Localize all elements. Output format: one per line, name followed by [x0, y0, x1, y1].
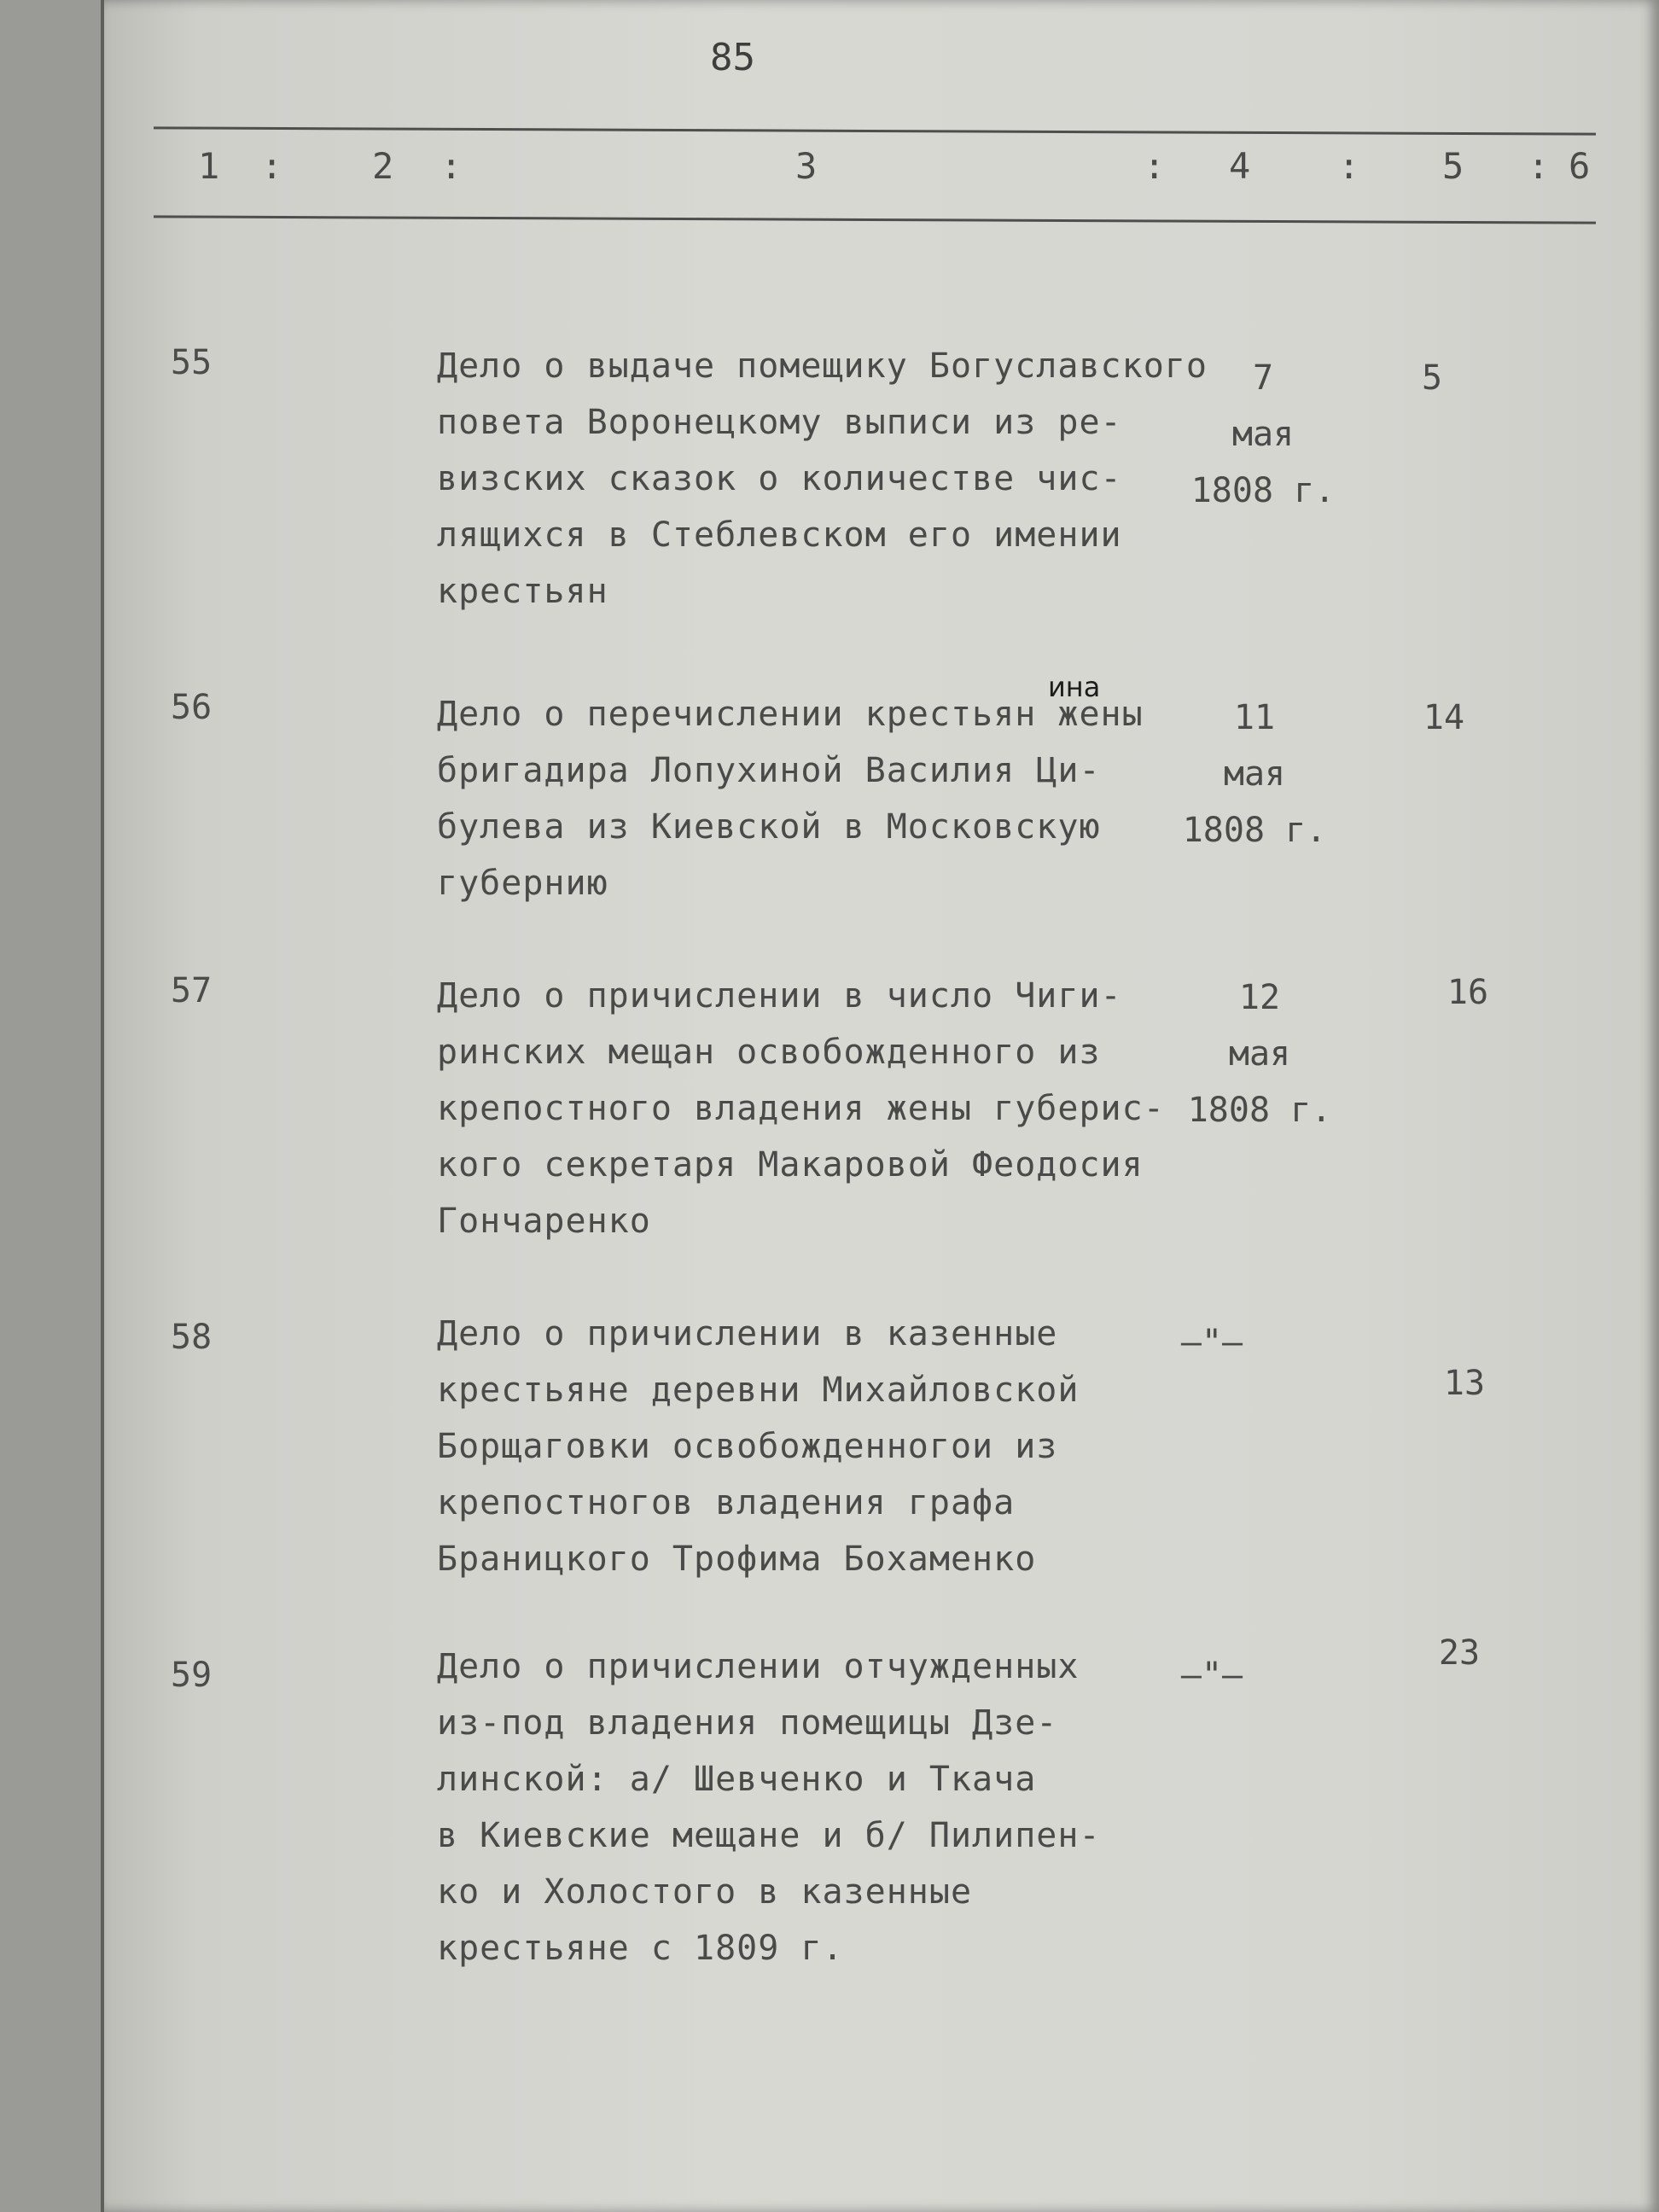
row-sheets: 5: [1421, 358, 1443, 398]
header-col-6: 6: [1569, 145, 1591, 187]
header-separator: :: [1144, 145, 1166, 187]
header-col-2: 2: [372, 145, 394, 187]
row-sheets: 16: [1447, 973, 1489, 1012]
row-sheets: 14: [1423, 698, 1465, 737]
header-col-1: 1: [198, 145, 220, 187]
header-separator: :: [1338, 145, 1360, 187]
header-col-4: 4: [1229, 145, 1251, 187]
handwritten-insert: ина: [1048, 671, 1101, 703]
row-number: 55: [171, 343, 212, 382]
row-date: —"—: [1180, 1323, 1243, 1362]
header-separator: :: [1528, 145, 1550, 187]
row-number: 59: [171, 1656, 212, 1695]
row-number: 57: [171, 971, 212, 1010]
row-description: Дело о причислении в казенные крестьяне деревни Михайловской Борщаговки освобожденногои из крепостногов владения графа Браницкого Трофима Бохаменко: [437, 1314, 1080, 1579]
row-date: —"—: [1180, 1656, 1243, 1695]
row-date: 7 мая 1808 г.: [1190, 358, 1336, 510]
header-separator: :: [261, 145, 283, 187]
row-description: Дело о причислении в число Чиги- ринских мещан освобожденного из крепостного владения жены губерис- кого секретаря Макаровой Феодосия Гончаренко: [437, 976, 1165, 1241]
row-number: 56: [171, 688, 212, 727]
header-col-5: 5: [1442, 145, 1464, 187]
row-sheets: 23: [1438, 1633, 1481, 1673]
row-date: 11 мая 1808 г.: [1182, 698, 1327, 850]
row-date: 12 мая 1808 г.: [1187, 978, 1332, 1130]
header-separator: :: [440, 145, 463, 187]
row-sheets: 13: [1443, 1364, 1486, 1403]
row-description: Дело о причислении отчужденных из-под владения помещицы Дзе- линской: а/ Шевченко и Ткача в Киевские мещане и б/ Пилипен- ко и Холостого в казенные крестьяне с 1809 г.: [437, 1647, 1101, 1968]
header-col-3: 3: [795, 145, 818, 187]
page-number: 85: [710, 36, 755, 79]
row-description: Дело о выдаче помещику Богуславского повета Воронецкому выписи из ре- визских сказок о количестве чис- лящихся в Стеблевском его имении крестьян: [437, 346, 1208, 611]
row-description: Дело о перечислении крестьян жены бригадира Лопухиной Василия Ци- булева из Киевской в Московскую губернию: [437, 695, 1144, 903]
row-number: 58: [171, 1318, 212, 1357]
